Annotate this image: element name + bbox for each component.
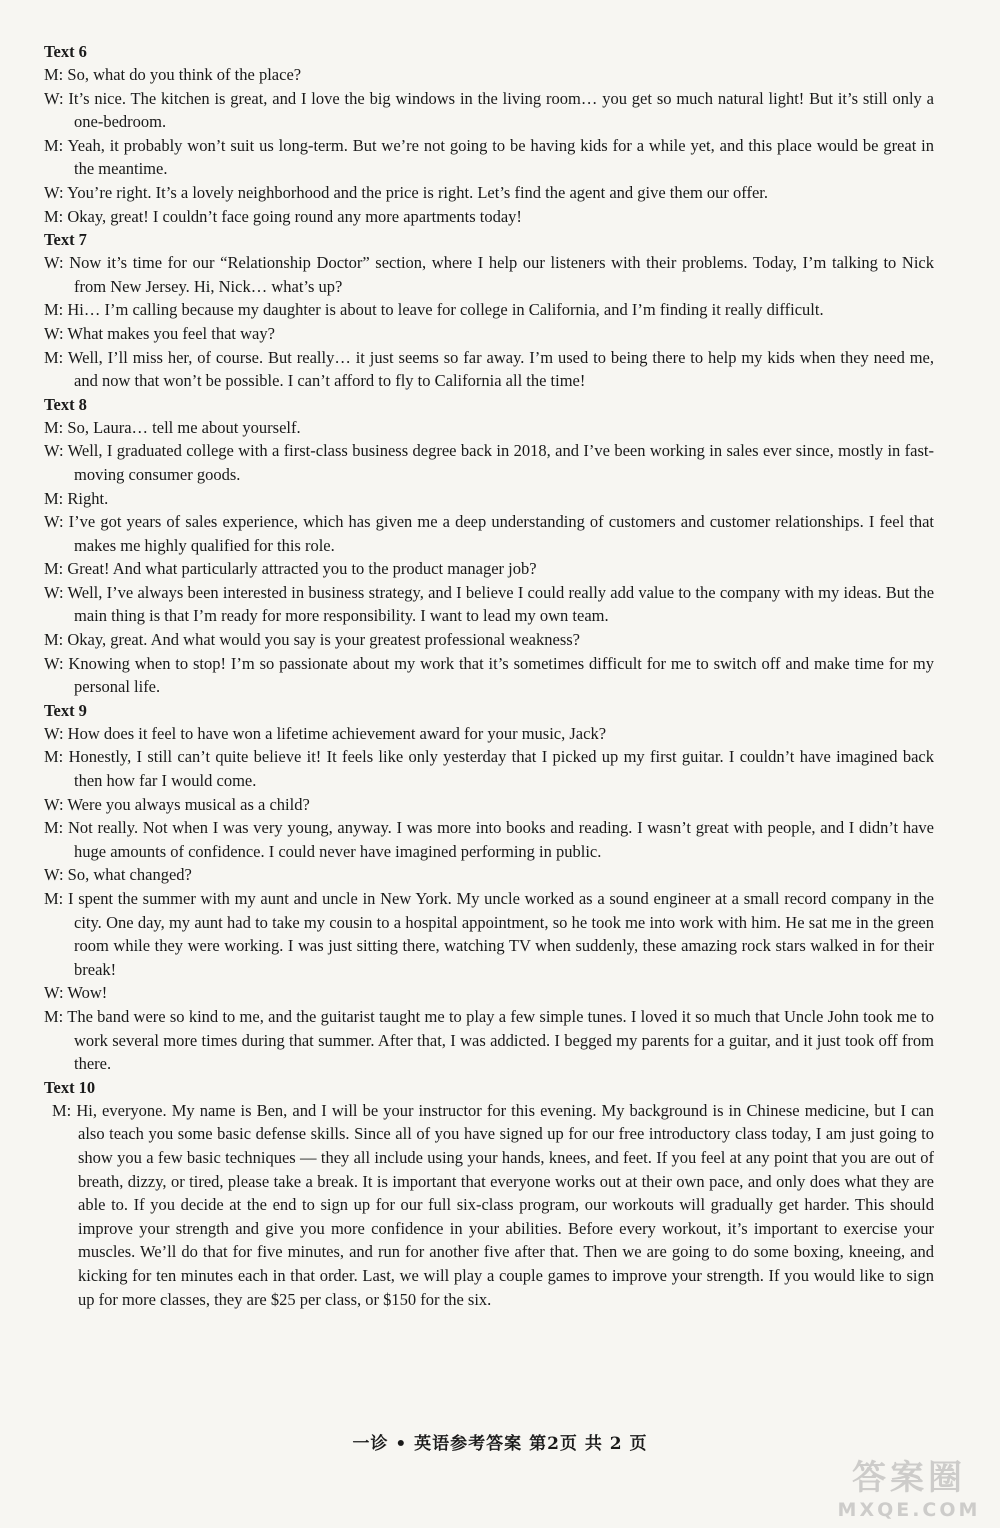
speaker-label: M: xyxy=(44,347,64,367)
speaker-label: W: xyxy=(44,794,64,814)
dialogue-text: Not really. Not when I was very young, anyway. I was more into books and reading. I wasn’t great with people, and I didn’t have huge amounts of confidence. I could never have imagined performing in public. xyxy=(67,818,934,861)
speaker-label: W: xyxy=(44,865,64,885)
dialogue-text: Knowing when to stop! I’m so passionate about my work that it’s sometimes difficult for me to switch off and make time for my personal life. xyxy=(68,653,935,697)
section-text-8 xyxy=(44,393,934,699)
dialogue-text: Okay, great! I couldn’t face going round any more apartments today! xyxy=(67,206,522,226)
section-heading: Text 6 xyxy=(44,42,87,61)
section-text-7 xyxy=(44,228,934,393)
dialogue-line xyxy=(44,628,934,652)
speaker-label: M: xyxy=(44,417,64,437)
dialogue-line xyxy=(44,722,934,746)
dialogue-text: Well, I’ll miss her, of course. But really… it just seems so far away. I’m used to being there to help my kids when they need me, and now that won’t be possible. I can’t afford to fly to California all the time! xyxy=(67,347,935,391)
dialogue-text: So, what changed? xyxy=(67,865,192,885)
dialogue-text: Well, I’ve always been interested in business strategy, and I believe I could really add value to the company with my ideas. But the main thing is that I’m ready for more responsibility. I want to lead my own team. xyxy=(67,582,935,626)
dialogue-line xyxy=(44,652,934,699)
speaker-label: M: xyxy=(44,559,64,579)
speaker-label: M: xyxy=(44,889,64,908)
section-heading: Text 9 xyxy=(44,700,87,720)
dialogue-line xyxy=(44,981,934,1005)
dialogue-text: Okay, great. And what would you say is your greatest professional weakness? xyxy=(67,630,580,650)
section-text-9 xyxy=(44,699,934,1076)
dialogue-line xyxy=(44,581,934,628)
speaker-label: M: xyxy=(52,1100,72,1120)
speaker-label: M: xyxy=(44,747,64,767)
answer-key-transcript xyxy=(44,40,934,1311)
dialogue-line xyxy=(44,205,934,229)
dialogue-text: Yeah, it probably won’t suit us long-term. But we’re not going to be having kids for a while yet, and this place would be great in the meantime. xyxy=(67,135,935,179)
dialogue-line xyxy=(44,416,934,440)
dialogue-text: So, Laura… tell me about yourself. xyxy=(67,417,301,437)
speaker-label: M: xyxy=(44,206,64,226)
dialogue-text: Great! And what particularly attracted you to the product manager job? xyxy=(67,559,537,579)
dialogue-text: Were you always musical as a child? xyxy=(67,794,310,814)
section-heading: Text 7 xyxy=(44,230,87,250)
section-heading: Text 10 xyxy=(44,1077,96,1097)
dialogue-text: It’s nice. The kitchen is great, and I love the big windows in the living room… you get so much natural light! But it’s still only a one-bedroom. xyxy=(68,88,934,132)
speaker-label: W: xyxy=(44,323,64,343)
dialogue-text: I’ve got years of sales experience, which has given me a deep understanding of customers and customer relationships. I feel that makes me highly qualified for this role. xyxy=(68,512,935,555)
speaker-label: M: xyxy=(44,300,64,320)
speaker-label: W: xyxy=(44,182,64,202)
dialogue-text: I spent the summer with my aunt and uncle in New York. My uncle worked as a sound engineer at a small record company in the city. One day, my aunt had to take my cousin to a hospital appointment, so he took me into work with him. He sat me in the green room while they were working. I was just sitting there, watching TV when suddenly, these amazing rock stars walked in for their break! xyxy=(68,889,935,979)
dialogue-line xyxy=(44,557,934,581)
dialogue-text: The band were so kind to me, and the guitarist taught me to play a few simple tunes. I loved it so much that Uncle John took me to work several more times during that summer. After that, I was addicted. I begged my parents for a guitar, and it just took off from there. xyxy=(67,1006,934,1074)
speaker-label: W: xyxy=(44,441,64,461)
dialogue-text: Now it’s time for our “Relationship Doctor” section, where I help our listeners with their problems. Today, I’m talking to Nick from New Jersey. Hi, Nick… what’s up? xyxy=(69,253,934,296)
speaker-label: W: xyxy=(44,253,64,273)
speaker-label: M: xyxy=(44,630,64,650)
watermark-top-text: 答案圈 xyxy=(852,1458,966,1498)
page-footer: 一诊 • 英语参考答案 第2页 共 2 页 xyxy=(352,1434,648,1454)
dialogue-text: How does it feel to have won a lifetime achievement award for your music, Jack? xyxy=(67,723,607,743)
dialogue-line xyxy=(44,745,934,792)
dialogue-line xyxy=(44,510,934,557)
speaker-label: M: xyxy=(44,135,64,155)
dialogue-text: Right. xyxy=(67,488,109,508)
dialogue-line xyxy=(44,322,934,346)
dialogue-text: Honestly, I still can’t quite believe it! It feels like only yesterday that I picked up my first guitar. I couldn’t have imagined back then how far I would come. xyxy=(68,747,934,791)
monologue-paragraph xyxy=(44,1099,934,1311)
speaker-label: W: xyxy=(44,723,64,743)
dialogue-text: What makes you feel that way? xyxy=(67,323,275,343)
speaker-label: W: xyxy=(44,983,64,1003)
dialogue-line xyxy=(44,134,934,181)
dialogue-line xyxy=(44,298,934,322)
dialogue-line xyxy=(44,487,934,511)
speaker-label: W: xyxy=(44,88,64,108)
dialogue-text: Well, I graduated college with a first-class business degree back in 2018, and I’ve been working in sales ever since, mostly in fast-moving consumer goods. xyxy=(67,441,934,484)
section-text-10 xyxy=(44,1076,934,1311)
dialogue-line xyxy=(44,1005,934,1076)
watermark-bottom-text: MXQE.COM xyxy=(837,1499,981,1521)
speaker-label: W: xyxy=(44,653,64,673)
section-text-6 xyxy=(44,40,934,228)
dialogue-line xyxy=(44,87,934,134)
dialogue-text: Hi, everyone. My name is Ben, and I will be your instructor for this evening. My background is in Chinese medicine, but I can also teach you some basic defense skills. Since all of you have signed up for our free introductory class today, I am just going to show you a few basic techniques — they all include using your hands, knees, and feet. If you feel at any point that you are out of breath, dizzy, or tired, please take a break. It is important that everyone works out at their own pace, and only does what they are able to. If you decide at the end to sign up for our full six-class program, our workouts will gradually get harder. This should improve your strength and give you more confidence in your abilities. Before every workout, it’s important to exercise your muscles. We’ll do that for five minutes, and run for another five after that. Then we are going to do some boxing, kneeing, and kicking for ten minutes each in that order. Last, we will play a couple games to improve your strength. If you would like to sign up for more classes, they are $25 per class, or $150 for the six. xyxy=(76,1100,935,1309)
dialogue-line xyxy=(44,346,934,393)
dialogue-text: Wow! xyxy=(67,983,108,1003)
dialogue-line xyxy=(44,251,934,298)
dialogue-line xyxy=(44,793,934,817)
speaker-label: W: xyxy=(44,582,64,602)
speaker-label: M: xyxy=(44,1006,64,1026)
dialogue-line xyxy=(44,439,934,486)
dialogue-line xyxy=(44,887,934,981)
watermark-logo xyxy=(824,1458,994,1526)
dialogue-line xyxy=(44,63,934,87)
dialogue-text: Hi… I’m calling because my daughter is about to leave for college in California, and I’m finding it really difficult. xyxy=(67,300,824,320)
speaker-label: M: xyxy=(44,488,64,508)
dialogue-line xyxy=(44,863,934,887)
speaker-label: W: xyxy=(44,512,64,532)
section-heading: Text 8 xyxy=(44,394,87,414)
dialogue-text: You’re right. It’s a lovely neighborhood and the price is right. Let’s find the agent and give them our offer. xyxy=(67,182,769,202)
dialogue-text: So, what do you think of the place? xyxy=(67,65,302,84)
speaker-label: M: xyxy=(44,818,64,838)
dialogue-line xyxy=(44,181,934,205)
speaker-label: M: xyxy=(44,65,64,84)
dialogue-line xyxy=(44,816,934,863)
